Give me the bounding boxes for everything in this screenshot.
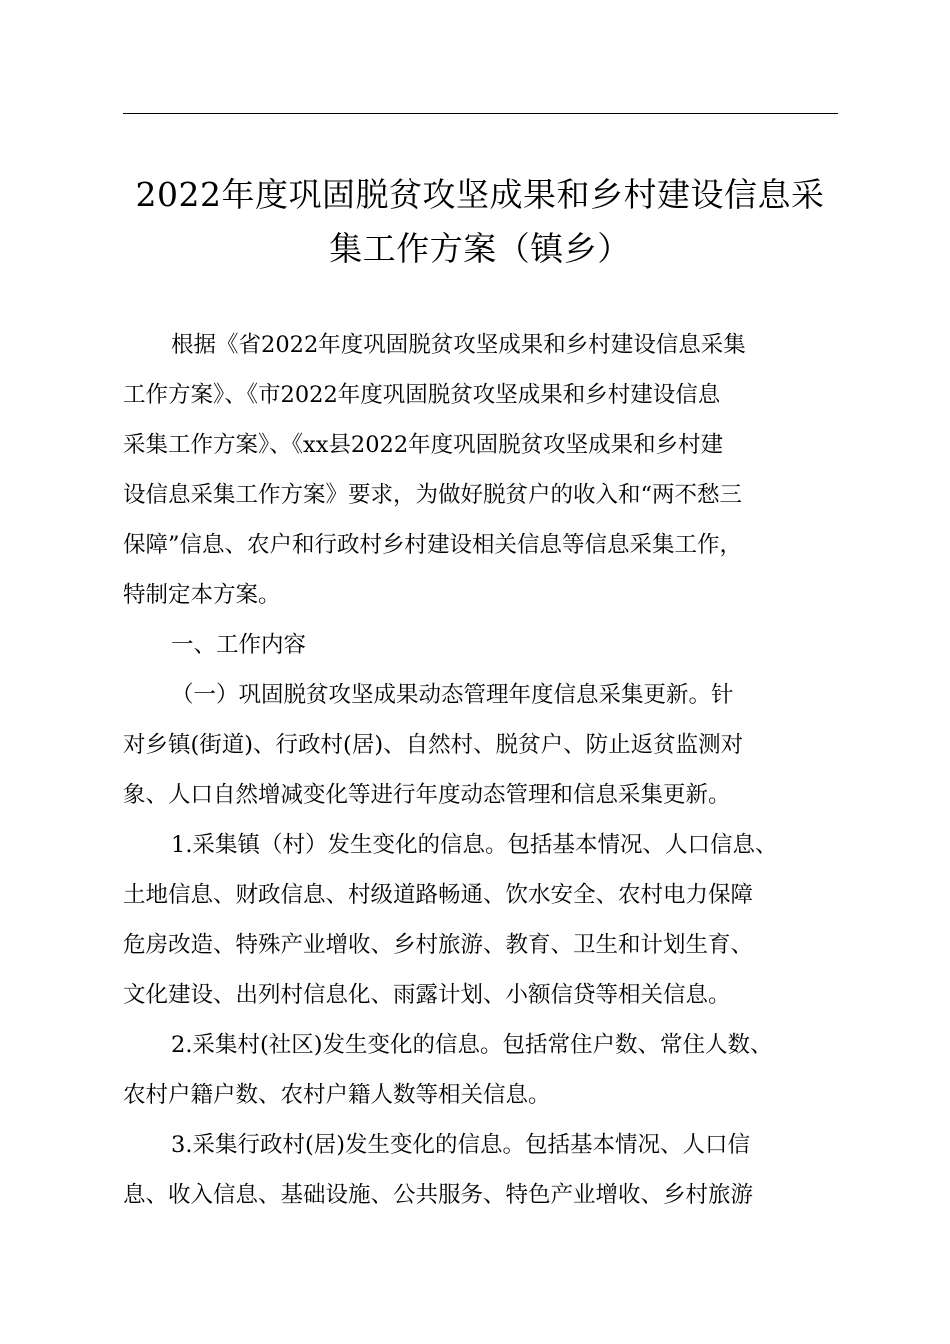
title-line-1: 2022年度巩固脱贫攻坚成果和乡村建设信息采 [135, 175, 825, 214]
title-line-2: 集工作方案（镇乡） [329, 229, 631, 268]
paragraph-item-2 [123, 1020, 845, 1120]
text-line: 采集工作方案》、《xx县2022年度巩固脱贫攻坚成果和乡村建 [123, 432, 724, 458]
paragraph-intro [123, 320, 845, 620]
section-heading-work-content [123, 620, 845, 670]
text-line: 农村户籍户数、农村户籍人数等相关信息。 [123, 1082, 551, 1108]
text-line: 一、工作内容 [171, 632, 307, 658]
text-line: 对乡镇(街道)、行政村(居)、自然村、脱贫户、防止返贫监测对 [123, 732, 744, 758]
text-line: 设信息采集工作方案》要求，为做好脱贫户的收入和“两不愁三 [123, 482, 743, 508]
text-line: 1.采集镇（村）发生变化的信息。包括基本情况、人口信息、 [171, 832, 778, 858]
text-line: 2.采集村(社区)发生变化的信息。包括常住户数、常住人数、 [171, 1032, 773, 1058]
text-line: 保障”信息、农户和行政村乡村建设相关信息等信息采集工作， [123, 532, 743, 558]
text-line: 文化建设、出列村信息化、雨露计划、小额信贷等相关信息。 [123, 982, 731, 1008]
text-line: 息、收入信息、基础设施、公共服务、特色产业增收、乡村旅游 [123, 1182, 754, 1208]
text-line: 工作方案》、《市2022年度巩固脱贫攻坚成果和乡村建设信息 [123, 382, 721, 408]
paragraph-item-3 [123, 1120, 845, 1220]
text-line: （一）巩固脱贫攻坚成果动态管理年度信息采集更新。针 [171, 682, 734, 708]
document-title [100, 168, 860, 276]
text-line: 土地信息、财政信息、村级道路畅通、饮水安全、农村电力保障 [123, 882, 754, 908]
header-rule [123, 113, 838, 114]
text-line: 象、人口自然增减变化等进行年度动态管理和信息采集更新。 [123, 782, 731, 808]
document-body [123, 320, 845, 1220]
text-line: 3.采集行政村(居)发生变化的信息。包括基本情况、人口信 [171, 1132, 751, 1158]
paragraph-subsection-1 [123, 670, 845, 820]
paragraph-item-1 [123, 820, 845, 1020]
text-line: 特制定本方案。 [123, 582, 281, 608]
text-line: 根据《省2022年度巩固脱贫攻坚成果和乡村建设信息采集 [171, 332, 746, 358]
text-line: 危房改造、特殊产业增收、乡村旅游、教育、卫生和计划生育、 [123, 932, 754, 958]
